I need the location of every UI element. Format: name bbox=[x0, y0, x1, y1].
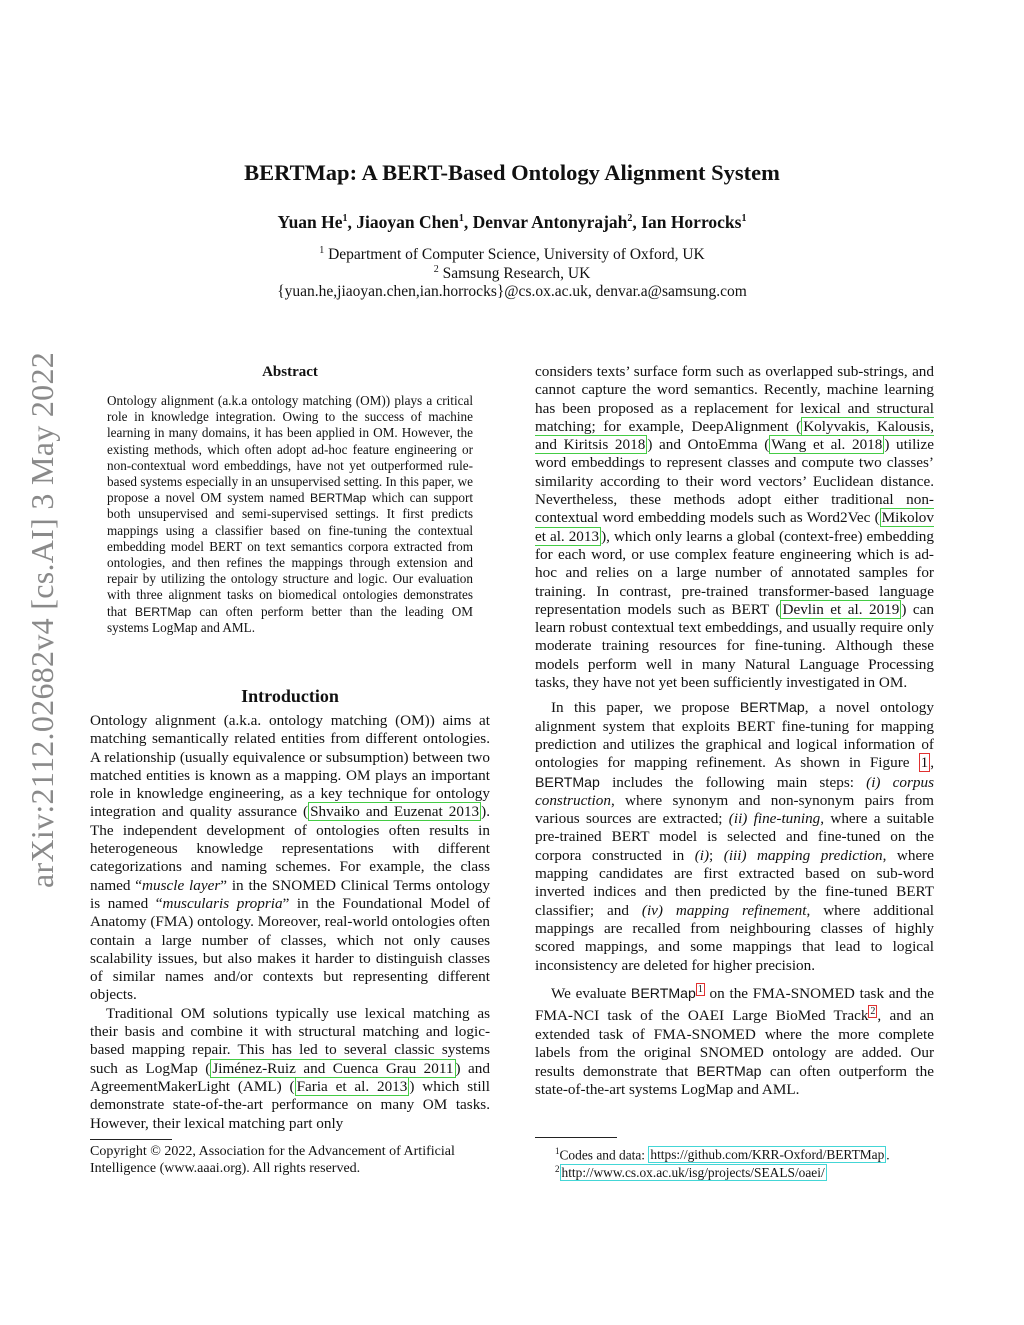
figure-link[interactable]: 1 bbox=[920, 754, 929, 772]
citation-link[interactable]: Kolyvakis, Kalousis, and Kiritsis 2018 bbox=[535, 417, 934, 454]
footnote-rule bbox=[90, 1139, 172, 1140]
author-name: Denvar Antonyrajah bbox=[472, 212, 628, 232]
footnote-1: $^1$Codes and data: https://github.com/KRR-Oxford/BERTMap . bbox=[555, 1146, 890, 1163]
intro-right-column bbox=[535, 363, 934, 1100]
footnote-link[interactable]: 1 bbox=[697, 983, 703, 995]
author-name: Ian Horrocks bbox=[641, 212, 742, 232]
footnote-2: $^2$ http://www.cs.ox.ac.uk/isg/projects/SEALS/oaei/ bbox=[555, 1164, 825, 1181]
footnote-rule bbox=[535, 1137, 617, 1138]
intro-paragraph-4: We evaluate BERTMap $^1$ on the FMA-SNOMED task and the FMA-NCI task of the OAEI Large BioMed Track $^2$ , and an extended task of FMA-SNOMED where the more complete labels from the original SNOMED ontology are added. Our results demonstrate that BERTMap can often outperform the state-of-the-art systems LogMap and AML. bbox=[535, 983, 935, 1099]
abstract-body: Ontology alignment (a.k.a ontology matching (OM)) plays a critical role in knowledge integration. Owing to the success of machine learning in many domains, it has been applied in OM. However, the existing methods, which often adopt ad-hoc feature engineering or non-contextual word embeddings, have not yet outperformed rule-based systems especially in an unsupervised setting. In this paper, we propose a novel OM system named BERTMap which can support both unsupervised and semi-supervised settings. It first predicts mappings using a classifier based on fine-tuning the contextual embedding model BERT on text semantics corpora extracted from ontologies, and then refines the mappings through extension and repair by utilizing the ontology structure and logic. Our evaluation with three alignment tasks on biomedical ontologies demonstrates that BERTMap can often perform better than the leading OM systems LogMap and AML. bbox=[107, 393, 474, 635]
affiliation-oxford: $^1$ Department of Computer Science, University of Oxford, UK bbox=[319, 245, 705, 264]
citation-link[interactable]: Wang et al. 2018 bbox=[771, 436, 883, 454]
citation-link[interactable]: Shvaiko and Euzenat 2013 bbox=[310, 803, 480, 821]
paper-title: BERTMap: A BERT-Based Ontology Alignment System bbox=[244, 160, 780, 185]
abstract-heading: Abstract bbox=[262, 364, 318, 380]
code-url-link[interactable]: https://github.com/KRR-Oxford/BERTMap bbox=[650, 1147, 885, 1163]
citation-link[interactable]: Faria et al. 2013 bbox=[296, 1077, 408, 1095]
affiliation-mark: 2 bbox=[627, 213, 633, 225]
intro-paragraph-2-cont: considers texts’ surface form such as overlapped sub-strings, and cannot capture the word semantics. Recently, machine learning has been proposed as a replacement for lexical and structural matching; for example, DeepAlignment ( Kolyvakis, Kalousis, and Kiritsis 2018 ) and OntoEmma ( Wang et al. 2018 ) utilize word embeddings to represent classes and compute two classes’ similarity according to their word vectors’ Euclidean distance. Nevertheless, these methods adopt either traditional non-contextual word embedding models such as Word2Vec ( Mikolov et al. 2013 ), which only learns a global (context-free) embedding for each word, or use complex feature engineering which is ad-hoc and relies on a large number of annotated samples for training. In contrast, pre-trained transformer-based language representation models such as BERT ( Devlin et al. 2019 ) can learn robust contextual text embeddings, and usually require only moderate training resources for fine-tuning. Although these models perform well in many Natural Language Processing tasks, they have not yet been sufficiently investigated in OM. bbox=[535, 363, 935, 692]
intro-left-column bbox=[90, 712, 490, 1133]
author-emails: {yuan.he,jiaoyan.chen,ian.horrocks}@cs.ox.ac.uk, denvar.a@samsung.com bbox=[277, 283, 747, 300]
copyright-notice: Copyright © 2022, Association for the Advancement of Artificial Intelligence (www.aaai.org). All rights reserved. bbox=[90, 1144, 455, 1176]
affiliation-mark: 1 bbox=[458, 213, 464, 225]
author-name: Yuan He bbox=[277, 212, 343, 232]
affiliation-mark: 1 bbox=[741, 213, 747, 225]
author-name: Jiaoyan Chen bbox=[356, 212, 459, 232]
arxiv-stamp: arXiv:2112.02682v4 [cs.AI] 3 May 2022 bbox=[24, 351, 60, 888]
intro-paragraph-3: In this paper, we propose BERTMap, a novel ontology alignment system that exploits BERT fine-tuning for mapping prediction and utilizes the graphical and logical information of ontologies for mapping refinement. As shown in Figure 1 , BERTMap includes the following main steps: (i) corpus construction, where synonym and non-synonym pairs from various sources are extracted; (ii) fine-tuning, where a suitable pre-trained BERT model is selected and fine-tuned on the corpora constructed in (i); (iii) mapping prediction, where mapping candidates are first extracted based on sub-word inverted indices and then predicted by the fine-tuned BERT classifier; and (iv) mapping refinement, where additional mappings are recalled from neighbouring classes of highly scored mappings, and some mappings that lead to logical inconsistency are deleted for higher precision. bbox=[535, 699, 934, 974]
affiliation-samsung: $^2$ Samsung Research, UK bbox=[433, 264, 591, 283]
citation-link[interactable]: Mikolov et al. 2013 bbox=[535, 509, 934, 545]
oaei-url-link[interactable]: http://www.cs.ox.ac.uk/isg/projects/SEALS/oaei/ bbox=[561, 1165, 825, 1181]
intro-paragraph-2: Traditional OM solutions typically use lexical matching as their basis and combine it with structural matching and logic-based mapping repair. This has led to several classic systems such as LogMap ( Jiménez-Ruiz and Cuenca Grau 2011 ) and AgreementMakerLight (AML) ( Faria et al. 2013 ) which still demonstrate state-of-the-art performance on many OM tasks. However, their lexical matching part only bbox=[90, 1004, 490, 1132]
introduction-heading: Introduction bbox=[241, 686, 339, 706]
author-list: Yuan He$^1$, Jiaoyan Chen$^1$, Denvar Antonyrajah$^2$, Ian Horrocks$^1$ bbox=[277, 212, 747, 232]
footnote-link[interactable]: 2 bbox=[870, 1006, 876, 1018]
intro-paragraph-1: Ontology alignment (a.k.a. ontology matching (OM)) aims at matching semantically related entities from different ontologies. A relationship (usually equivalence or subsumption) between two matched entities is known as a mapping. OM plays an important role in knowledge engineering, as a key technique for ontology integration and quality assurance ( Shvaiko and Euzenat 2013 ). The independent development of ontologies often results in heterogeneous knowledge representations with different categorizations and naming schemes. For example, the class named “muscle layer” in the SNOMED Clinical Terms ontology is named “muscularis propria” in the Foundational Model of Anatomy (FMA) ontology. Moreover, real-world ontologies often contain a large number of classes, which not only causes scalability issues, but also makes it harder to distinguish classes of similar names and/or contexts but representing different objects. bbox=[90, 712, 491, 1004]
citation-link[interactable]: Jiménez-Ruiz and Cuenca Grau 2011 bbox=[212, 1059, 454, 1077]
citation-link[interactable]: Devlin et al. 2019 bbox=[782, 600, 900, 618]
affiliation-mark: 1 bbox=[342, 213, 348, 225]
